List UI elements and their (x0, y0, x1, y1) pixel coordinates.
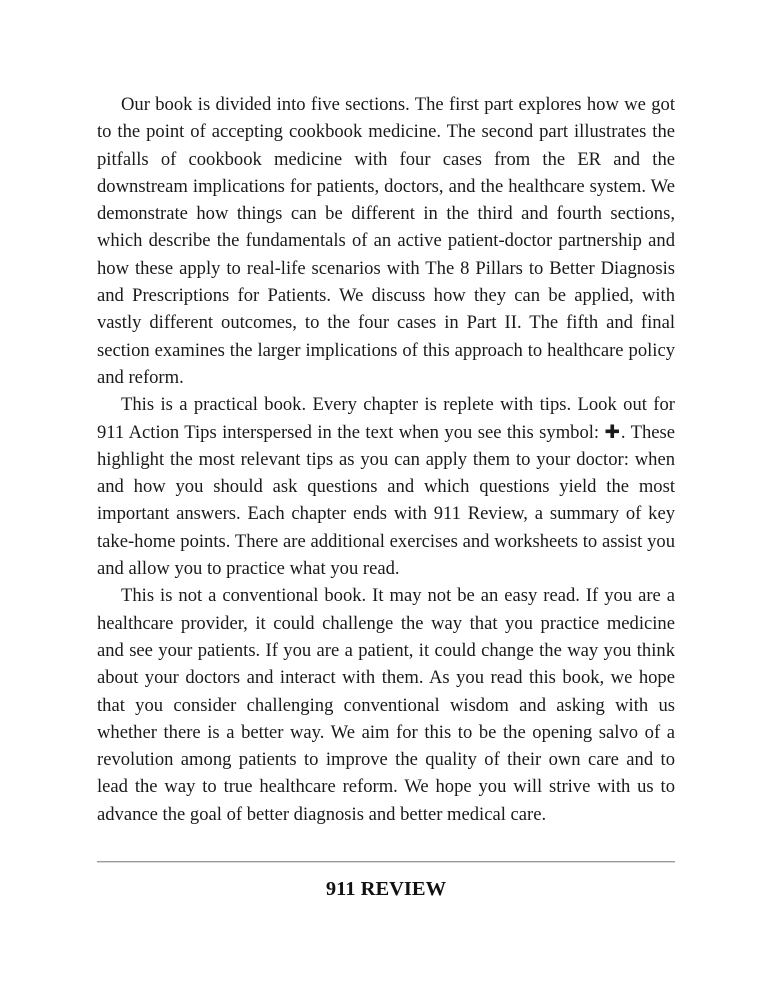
paragraph-unconventional-book: This is not a conventional book. It may not be an easy read. If you are a healthcare provider, it could challenge the way that you practice medicine and see your patients. If you are a patient, it could change the way you think about your doctors and interact with them. As you read this book, we hope that you consider challenging conventional wisdom and asking with us whether there is a better way. We aim for this to be the opening salvo of a revolution among patients to improve the quality of their own care and to lead the way to true healthcare reform. We hope you will strive with us to advance the goal of better diagnosis and better medical care. (97, 585, 675, 825)
paragraph-book-overview: Our book is divided into five sections. The first part explores how we got to the point of accepting cookbook medicine. The second part illustrates the pitfalls of cookbook medicine with four cases from the ER and the downstream implications for patients, doctors, and the healthcare system. We demonstrate how things can be different in the third and fourth sections, which describe the fundamentals of an active patient-doctor partnership and how these apply to real-life scenarios with The 8 Pillars to Better Diagnosis and Prescriptions for Patients. We discuss how they can be applied, with vastly different outcomes, to the four cases in Part II. The fifth and final section examines the larger implications of this approach to healthcare policy and reform. (97, 94, 675, 388)
paragraph-practical-tips: This is a practical book. Every chapter is replete with tips. Look out for 911 Action Tips interspersed in the text when you see this symbol: ✚. These highlight the most relevant tips as you can apply them to your doctor: when and how you should ask questions and which questions yield the most important answers. Each chapter ends with 911 Review, a summary of key take-home points. There are additional exercises and worksheets to assist you and allow you to practice what you read. (97, 394, 675, 580)
book-page (97, 91, 675, 903)
section-heading: 911 REVIEW (325, 878, 447, 901)
section-divider (97, 861, 675, 863)
